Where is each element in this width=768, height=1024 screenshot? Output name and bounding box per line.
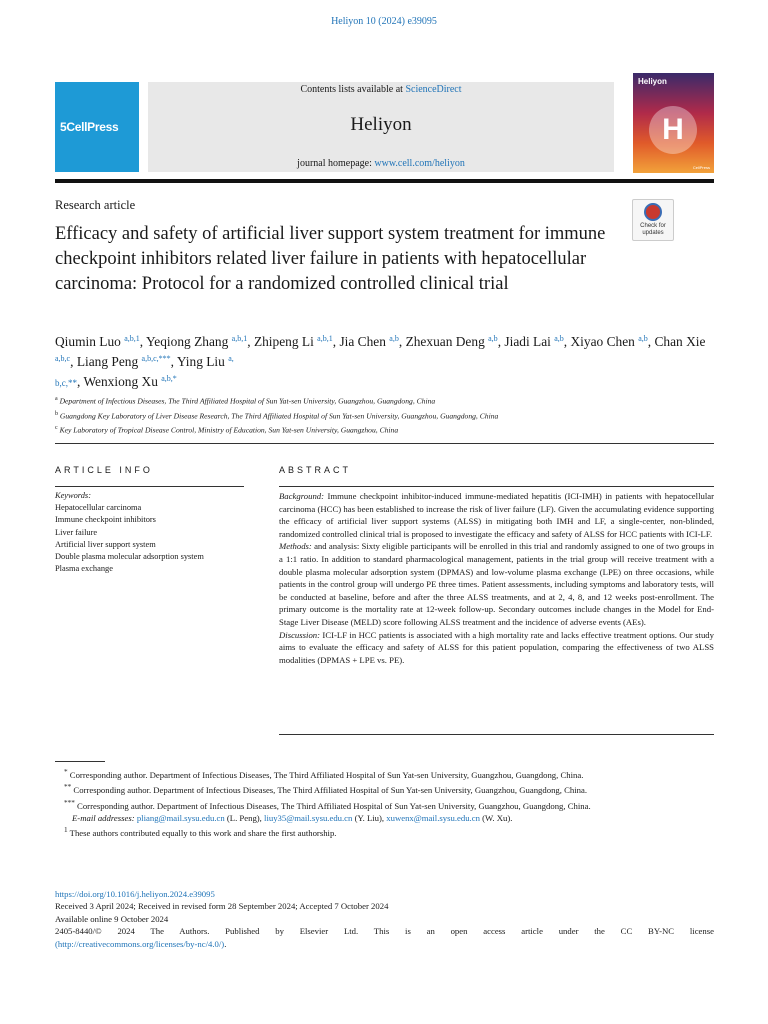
author-separator: ,	[170, 354, 177, 369]
corresponding-author-note	[55, 797, 714, 812]
author-affiliation-mark[interactable]: a,b	[638, 334, 648, 343]
affiliation-text: Key Laboratory of Tropical Disease Control, Ministry of Education, Sun Yat-sen University, Guangzhou, China	[59, 425, 399, 435]
corresponding-author-note	[55, 766, 714, 781]
author-separator: ,	[139, 334, 146, 349]
check-updates-label: Check for updates	[640, 223, 666, 236]
bookmark-icon	[644, 203, 662, 221]
footnote-mark: *	[64, 768, 68, 776]
equal-mark: 1	[64, 826, 68, 835]
affiliation-text: Department of Infectious Diseases, The Third Affiliated Hospital of Sun Yat-sen University, Guangzhou, Guangdong, China	[59, 396, 436, 406]
email-owner: (Y. Liu),	[352, 812, 387, 823]
footnote-text: Corresponding author. Department of Infectious Diseases, The Third Affiliated Hospital of Sun Yat-sen University, Guangzhou, Guangdong, China.	[71, 785, 588, 796]
keyword-item[interactable]: Double plasma molecular adsorption system	[55, 552, 204, 562]
abstract-section-label: Background:	[279, 491, 325, 501]
email-addresses	[55, 812, 714, 824]
cover-letter: H	[662, 113, 684, 146]
footnotes	[55, 766, 714, 840]
author-name[interactable]: Zhipeng Li	[253, 334, 314, 349]
license-statement: 2405-8440/© 2024 The Authors. Published by Elsevier Ltd. This is an open access article under the CC BY-NC license	[55, 926, 714, 937]
abstract-body	[279, 490, 714, 666]
article-title: Efficacy and safety of artificial liver support system treatment for immune checkpoint inhibitors related liver failure in patients with hepatocellular carcinoma: Protocol for a randomized controlled clinical trial	[55, 224, 606, 294]
abstract-section-label: Methods:	[279, 541, 312, 552]
affiliation-mark: a	[55, 396, 58, 402]
cellpress-logo-text: 5CellPress	[60, 120, 119, 134]
article-info-heading: ARTICLE INFO	[55, 465, 153, 475]
author-name[interactable]: Liang Peng	[76, 354, 139, 369]
author-affiliation-mark[interactable]: a,b,1	[231, 334, 248, 343]
author-name[interactable]: Chan Xie	[654, 334, 706, 349]
abstract-paragraph	[279, 629, 714, 667]
homepage-line	[148, 158, 614, 169]
author-separator: ,	[497, 334, 505, 349]
author-name[interactable]: Yeqiong Zhang	[145, 334, 229, 349]
author-separator: ,	[563, 334, 571, 349]
article-type: Research article	[55, 198, 136, 212]
affiliation	[55, 393, 715, 408]
author-affiliation-mark[interactable]: a,b,1	[124, 334, 140, 343]
contents-prefix: Contents lists available at	[300, 84, 406, 95]
keyword-item[interactable]: Immune checkpoint inhibitors	[55, 515, 156, 525]
footnote-text: Corresponding author. Department of Infectious Diseases, The Third Affiliated Hospital of Sun Yat-sen University, Guangzhou, Guangdong, China.	[67, 769, 584, 780]
corresponding-author-note	[55, 781, 714, 796]
abstract-text: and analysis: Sixty eligible participants will be enrolled in this trial and randomly assigned to one of two groups in a 1:1 ratio. In addition to standard pharmacological management, patients in the trial group will receive treatment with a double plasma molecular adsorption system (DPMAS) and low-volume plasma exchange (LPE) on three occasions, while patients in the control group will undergo PE three times. Patient assessments, including symptoms and laboratory tests, will be conducted at baseline, before and after the three ALSS treatments, and at 2, 4, 8, and 12 weeks post-enrollment. The primary outcome is the mortality rate at 12-week follow-up. Secondary outcomes include changes in the Model for End-Stage Liver Disease (MELD) score following ALSS treatment and the incidence of adverse events (AEs).	[279, 541, 714, 627]
affiliation	[55, 422, 715, 437]
contents-line	[148, 84, 614, 95]
author-affiliation-mark[interactable]: a,b,1	[317, 334, 333, 343]
license-end: .	[224, 938, 227, 949]
cellpress-logo[interactable]	[55, 82, 139, 172]
author-list	[55, 330, 715, 392]
author-affiliation-mark[interactable]: a,	[228, 354, 234, 363]
homepage-link[interactable]: www.cell.com/heliyon	[374, 158, 465, 169]
received-dates: Received 3 April 2024; Received in revised form 28 September 2024; Accepted 7 October 2024	[55, 901, 389, 912]
email-link[interactable]: liuy35@mail.sysu.edu.cn	[264, 812, 353, 823]
abstract-heading: ABSTRACT	[279, 465, 352, 475]
abstract-text: Immune checkpoint inhibitor-induced immune-mediated hepatitis (ICI-IMH) in patients with hepatocellular carcinoma (HCC) has been established to increase the risk of liver failure (LF). Given the accumulating evidence supporting the efficacy of artificial liver support systems (ALSS) in mitigating both IMH and LF, a single-center, non-blinded, randomized controlled clinical trial is proposed to investigate the efficacy and safety of ALSS for HCC patients with ICI-LF.	[279, 491, 714, 539]
keywords-block	[55, 490, 244, 575]
affiliation-text: Guangdong Key Laboratory of Liver Disease Research, The Third Affiliated Hospital of Sun Yat-sen University, Guangzhou, Guangdong, China	[59, 411, 499, 421]
author-affiliation-mark[interactable]: a,b,c	[55, 354, 71, 363]
license-tail	[55, 938, 714, 950]
author-affiliation-mark[interactable]: a,b	[389, 334, 399, 343]
journal-cover-image[interactable]	[633, 73, 714, 173]
abstract-paragraph	[279, 540, 714, 628]
equal-contribution-note	[55, 824, 714, 839]
author-name[interactable]: Jiadi Lai	[504, 334, 551, 349]
abstract-section-label: Discussion:	[279, 629, 321, 640]
article-footer	[55, 888, 714, 950]
author-affiliation-mark[interactable]: a,b,*	[161, 374, 177, 383]
author-name[interactable]: Xiyao Chen	[570, 334, 635, 349]
email-owner: (W. Xu).	[479, 812, 513, 823]
affiliation-mark: b	[55, 410, 58, 417]
keyword-item[interactable]: Hepatocellular carcinoma	[55, 503, 142, 513]
equal-text: These authors contributed equally to this work and share the first authorship.	[67, 828, 337, 839]
keyword-item[interactable]: Liver failure	[55, 527, 98, 537]
author-separator: ,	[247, 334, 254, 349]
abstract-end-rule	[279, 734, 714, 735]
affiliation	[55, 408, 715, 423]
abstract-text: ICI-LF in HCC patients is associated with a high mortality rate and lacks effective treatment options. Our study aims to evaluate the efficacy and safety of ALSS for this patient population, comparing the effectiveness of two ALSS modalities (DPMAS + LPE vs. PE).	[279, 629, 714, 665]
email-owner: (L. Peng),	[224, 812, 265, 823]
cover-publisher: CellPress	[692, 165, 710, 170]
author-separator: ,	[398, 334, 406, 349]
author-name[interactable]: Ying Liu	[176, 354, 225, 369]
author-separator: ,	[70, 354, 77, 369]
author-separator: ,	[77, 374, 84, 389]
email-label: E-mail addresses:	[72, 812, 135, 823]
affiliation-mark: c	[55, 425, 58, 432]
cover-title: Heliyon	[638, 77, 667, 86]
author-name[interactable]: Jia Chen	[339, 334, 386, 349]
check-for-updates-badge[interactable]	[632, 199, 674, 241]
author-name[interactable]: Wenxiong Xu	[83, 374, 158, 389]
title-divider	[55, 443, 714, 444]
keyword-item[interactable]: Artificial liver support system	[55, 539, 156, 549]
header-rule	[55, 179, 714, 183]
homepage-prefix: journal homepage:	[297, 158, 375, 169]
sciencedirect-link[interactable]: ScienceDirect	[405, 84, 462, 95]
abstract-paragraph	[279, 490, 714, 540]
author-name[interactable]: Qiumin Luo	[55, 334, 121, 349]
author-separator: ,	[647, 334, 655, 349]
footnote-mark: **	[64, 783, 72, 792]
footnote-rule	[55, 761, 105, 762]
doi-link[interactable]: https://doi.org/10.1016/j.heliyon.2024.e39095	[55, 889, 215, 899]
available-online: Available online 9 October 2024	[55, 913, 169, 924]
author-separator: ,	[332, 334, 340, 349]
footnote-mark: ***	[64, 798, 75, 807]
author-affiliation-mark[interactable]: a,b,c,***	[141, 354, 171, 363]
author-affiliation-mark-cont[interactable]: b,c,**	[55, 378, 77, 388]
email-link[interactable]: xuwenx@mail.sysu.edu.cn	[386, 812, 480, 823]
footnote-text: Corresponding author. Department of Infectious Diseases, The Third Affiliated Hospital of Sun Yat-sen University, Guangzhou, Guangdong, China.	[74, 800, 591, 811]
article-info-rule	[55, 486, 244, 487]
license-link[interactable]: (http://creativecommons.org/licenses/by-nc/4.0/)	[55, 938, 225, 949]
abstract-rule	[279, 486, 714, 487]
email-link[interactable]: pliang@mail.sysu.edu.cn	[136, 812, 225, 823]
affiliation-list	[55, 393, 715, 437]
journal-name: Heliyon	[350, 114, 412, 135]
journal-masthead	[148, 82, 614, 172]
keywords-label: Keywords:	[55, 491, 91, 500]
author-affiliation-mark[interactable]: a,b	[488, 334, 498, 343]
author-name[interactable]: Zhexuan Deng	[405, 334, 485, 349]
author-affiliation-mark[interactable]: a,b	[554, 334, 564, 343]
keyword-item[interactable]: Plasma exchange	[55, 564, 113, 574]
journal-reference[interactable]: Heliyon 10 (2024) e39095	[331, 16, 437, 27]
